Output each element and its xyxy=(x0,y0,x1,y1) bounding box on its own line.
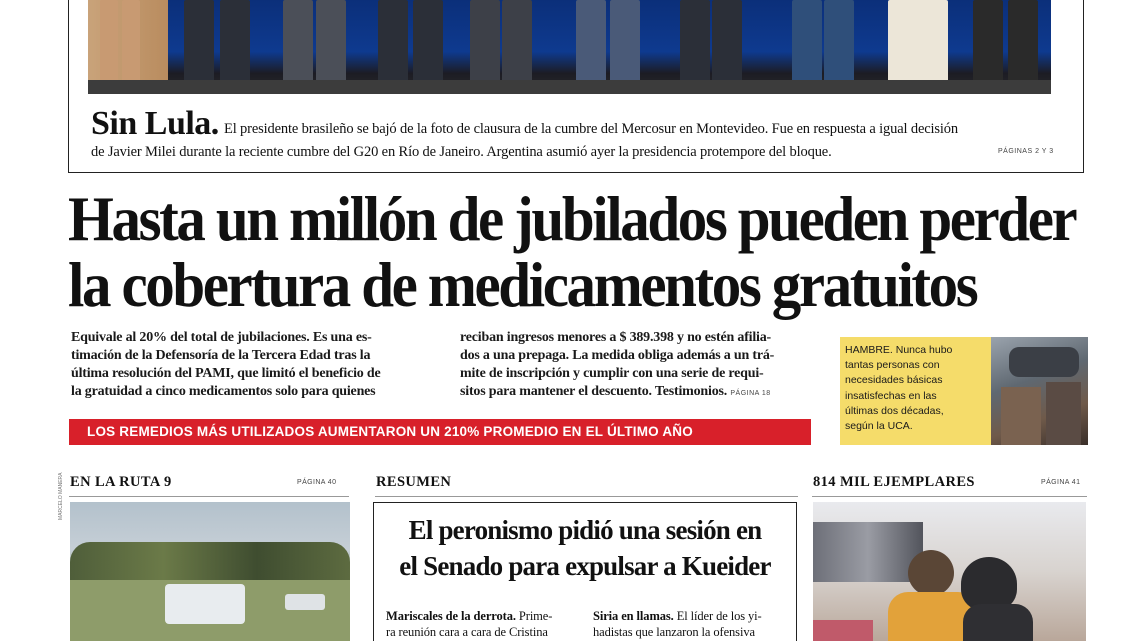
section-label-ejemplares: 814 MIL EJEMPLARES xyxy=(813,474,975,490)
deck-line: mite de inscripción y cumplir con una serie de requi- xyxy=(460,366,764,381)
caption-kicker: Sin Lula. xyxy=(91,105,219,142)
mercosur-summit-photo xyxy=(88,0,1051,94)
deck-line: reciban ingresos menores a $ 389.398 y no estén afilia- xyxy=(460,330,771,345)
section-divider xyxy=(375,496,798,497)
caption-text: de Javier Milei durante la reciente cumbre del G20 en Río de Janeiro. Argentina asumió ayer la presidencia protempore del bloque. xyxy=(91,144,832,160)
photo-credit: MARCELO MANERA xyxy=(58,472,64,520)
resumen-headline: el Senado para expulsar a Kueider xyxy=(399,551,771,581)
section-label-resumen: RESUMEN xyxy=(376,474,452,490)
deck-line: la gratuidad a cinco medicamentos solo para quienes xyxy=(71,384,376,399)
hambre-line: insatisfechas en las xyxy=(845,389,937,402)
resumen-brief xyxy=(386,608,552,640)
red-banner: LOS REMEDIOS MÁS UTILIZADOS AUMENTARON UN 210% PROMEDIO EN EL ÚLTIMO AÑO xyxy=(69,419,811,445)
resumen-brief xyxy=(593,608,762,640)
hambre-line: tantas personas con xyxy=(845,359,940,372)
section-page-ejemplares: PÁGINA 41 xyxy=(1041,479,1081,486)
section-divider xyxy=(812,496,1087,497)
brief-text: hadistas que lanzaron la ofensiva xyxy=(593,625,755,639)
caption-page-ref: PÁGINAS 2 Y 3 xyxy=(998,148,1054,155)
hambre-text xyxy=(845,343,991,434)
deck-column-1 xyxy=(71,329,446,401)
hambre-line: según la UCA. xyxy=(845,420,913,433)
section-label-ruta: EN LA RUTA 9 xyxy=(70,474,172,490)
section-divider xyxy=(69,496,349,497)
brief-kicker: Mariscales de la derrota. xyxy=(386,609,516,623)
hambre-line: últimas dos décadas, xyxy=(845,404,944,417)
main-headline-line: Hasta un millón de jubilados pueden perder xyxy=(68,182,1076,255)
deck-line: dos a una prepaga. La medida obliga además a un trá- xyxy=(460,348,775,363)
deck-line: timación de la Defensoría de la Tercera Edad tras la xyxy=(71,348,371,363)
store-shoppers-photo xyxy=(813,502,1086,641)
brief-text: El líder de los yi- xyxy=(673,609,762,623)
brief-text: ra reunión cara a cara de Cristina xyxy=(386,625,548,639)
brief-text: Prime- xyxy=(515,609,553,623)
deck-line: última resolución del PAMI, que limitó el beneficio de xyxy=(71,366,381,381)
hambre-photo xyxy=(991,337,1088,445)
deck-line: Equivale al 20% del total de jubilaciones. Es una es- xyxy=(71,330,372,345)
deck-line: sitos para mantener el descuento. Testimonios. xyxy=(460,384,728,399)
caption-text: El presidente brasileño se bajó de la foto de clausura de la cumbre del Mercosur en Montevideo. Fue en respuesta a igual decisión xyxy=(224,121,958,137)
section-page-ruta: PÁGINA 40 xyxy=(297,479,337,486)
deck-page-ref: PÁGINA 18 xyxy=(730,390,771,397)
hambre-line: HAMBRE. Nunca hubo xyxy=(845,344,953,356)
main-headline-line: la cobertura de medicamentos gratuitos xyxy=(68,248,977,321)
deck-column-2 xyxy=(460,329,832,403)
ruta-photo xyxy=(70,502,350,641)
resumen-headline: El peronismo pidió una sesión en xyxy=(408,515,762,545)
brief-kicker: Siria en llamas. xyxy=(593,609,674,623)
hambre-line: necesidades básicas xyxy=(845,374,943,387)
